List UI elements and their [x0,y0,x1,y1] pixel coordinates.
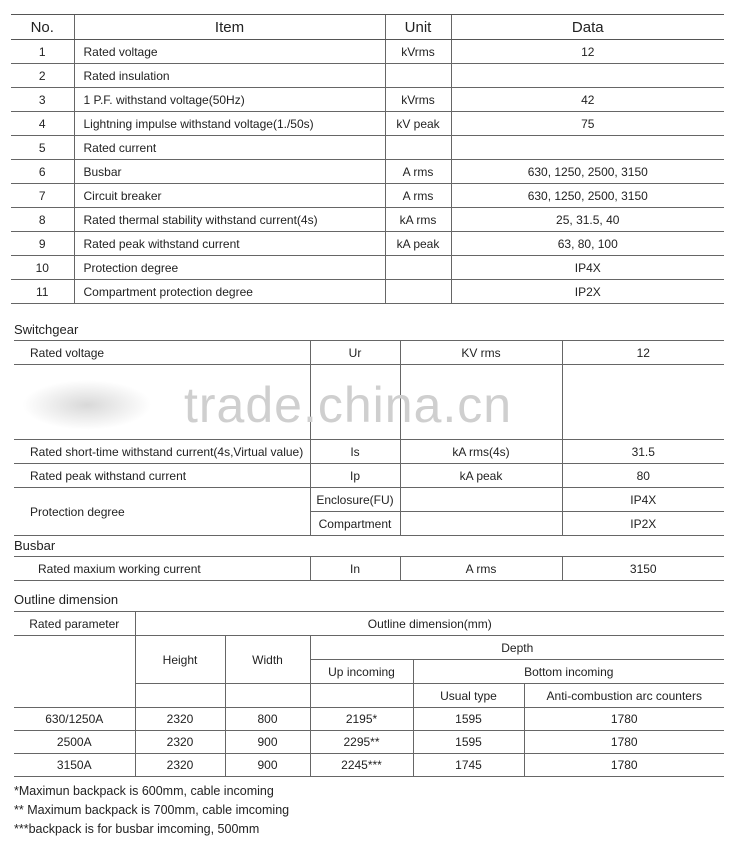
rated-voltage-symbol: Ur [310,341,400,365]
table-row [14,557,724,581]
row-unit [385,136,451,160]
empty-cell [14,684,135,708]
short-time-symbol: Is [310,440,400,464]
row-unit: kA peak [385,232,451,256]
short-time-label: Rated short-time withstand current(4s,Virtual value) [14,440,310,464]
header-no: No. [11,15,74,40]
row-item: Rated peak withstand current [74,232,385,256]
table-row [11,184,724,208]
usual-cell: 1595 [413,708,524,731]
empty-cell [225,684,310,708]
footnote: ***backpack is for busbar imcoming, 500mm [14,822,260,836]
row-data: 42 [451,88,724,112]
protection-label: Protection degree [14,488,310,536]
header-item: Item [74,15,385,40]
height-cell: 2320 [135,708,225,731]
anti-cell: 1780 [524,731,724,754]
table-row [14,612,724,636]
row-no: 5 [11,136,74,160]
header-unit: Unit [385,15,451,40]
row-data: 75 [451,112,724,136]
row-item: Rated insulation [74,64,385,88]
usual-cell: 1745 [413,754,524,777]
row-data: IP2X [451,280,724,304]
row-no: 4 [11,112,74,136]
watermark-text: trade.china.cn [184,377,513,433]
rated-parameter-header: Rated parameter [14,612,135,636]
row-item: Circuit breaker [74,184,385,208]
row-data: 25, 31.5, 40 [451,208,724,232]
table-row [11,40,724,64]
busbar-title: Busbar [14,538,56,553]
row-item: Protection degree [74,256,385,280]
table-row [14,488,724,512]
table-row [11,232,724,256]
row-data: 63, 80, 100 [451,232,724,256]
anti-cell: 1780 [524,754,724,777]
param-cell: 630/1250A [14,708,135,731]
rated-voltage-value: 12 [562,341,724,365]
peak-value: 80 [562,464,724,488]
busbar-symbol: In [310,557,400,581]
width-cell: 900 [225,731,310,754]
up-cell: 2195* [310,708,413,731]
empty-cell [310,684,413,708]
usual-type-header: Usual type [413,684,524,708]
usual-cell: 1595 [413,731,524,754]
header-data: Data [451,15,724,40]
row-unit: kV peak [385,112,451,136]
outline-table [14,611,724,777]
row-data: 12 [451,40,724,64]
peak-label: Rated peak withstand current [14,464,310,488]
depth-header: Depth [310,636,724,660]
busbar-value: 3150 [562,557,724,581]
empty-cell [135,684,225,708]
row-data [451,136,724,160]
row-no: 8 [11,208,74,232]
anti-cell: 1780 [524,708,724,731]
row-item: Compartment protection degree [74,280,385,304]
table-row [14,754,724,777]
table-row [11,88,724,112]
table-row [14,731,724,754]
watermark [0,370,736,450]
peak-unit: kA peak [400,464,562,488]
row-no: 3 [11,88,74,112]
row-unit [385,256,451,280]
watermark-blur [22,380,152,430]
up-cell: 2245*** [310,754,413,777]
row-item: Lightning impulse withstand voltage(1./50s) [74,112,385,136]
row-unit: kVrms [385,88,451,112]
switchgear-title: Switchgear [14,322,79,337]
table-row [11,280,724,304]
width-header: Width [225,636,310,684]
spec-table [11,14,724,304]
spec-table-header [11,15,724,40]
short-time-value: 31.5 [562,440,724,464]
footnote: ** Maximum backpack is 700mm, cable imcoming [14,803,290,817]
table-row [11,112,724,136]
row-no: 7 [11,184,74,208]
busbar-table [14,556,724,581]
anti-combustion-header: Anti-combustion arc counters [524,684,724,708]
enclosure-label: Enclosure(FU) [310,488,400,512]
compartment-unit [400,512,562,536]
row-no: 6 [11,160,74,184]
compartment-label: Compartment [310,512,400,536]
table-row [14,636,724,660]
table-row [14,684,724,708]
enclosure-value: IP4X [562,488,724,512]
busbar-label: Rated maxium working current [14,557,310,581]
row-unit: A rms [385,160,451,184]
param-cell: 2500A [14,731,135,754]
row-unit: kA rms [385,208,451,232]
row-item: Rated current [74,136,385,160]
outline-dimension-header: Outline dimension(mm) [135,612,724,636]
outline-title: Outline dimension [14,592,119,607]
row-data: 630, 1250, 2500, 3150 [451,184,724,208]
up-incoming-header: Up incoming [310,660,413,684]
row-item: Busbar [74,160,385,184]
row-unit [385,280,451,304]
compartment-value: IP2X [562,512,724,536]
up-cell: 2295** [310,731,413,754]
row-unit: kVrms [385,40,451,64]
peak-symbol: Ip [310,464,400,488]
row-no: 2 [11,64,74,88]
row-no: 9 [11,232,74,256]
height-cell: 2320 [135,731,225,754]
row-item: Rated voltage [74,40,385,64]
table-row [14,341,724,365]
row-no: 1 [11,40,74,64]
height-cell: 2320 [135,754,225,777]
row-unit: A rms [385,184,451,208]
width-cell: 800 [225,708,310,731]
table-row [11,160,724,184]
empty-cell [14,636,135,684]
table-row [11,256,724,280]
height-header: Height [135,636,225,684]
rated-voltage-label: Rated voltage [14,341,310,365]
row-data: IP4X [451,256,724,280]
enclosure-unit [400,488,562,512]
table-row [11,136,724,160]
param-cell: 3150A [14,754,135,777]
row-item: 1 P.F. withstand voltage(50Hz) [74,88,385,112]
row-data [451,64,724,88]
row-no: 10 [11,256,74,280]
busbar-unit: A rms [400,557,562,581]
footnote: *Maximun backpack is 600mm, cable incoming [14,784,274,798]
table-row [14,708,724,731]
bottom-incoming-header: Bottom incoming [413,660,724,684]
row-unit [385,64,451,88]
table-row [11,64,724,88]
table-row [14,464,724,488]
rated-voltage-unit: KV rms [400,341,562,365]
short-time-unit: kA rms(4s) [400,440,562,464]
table-row [11,208,724,232]
row-data: 630, 1250, 2500, 3150 [451,160,724,184]
row-no: 11 [11,280,74,304]
width-cell: 900 [225,754,310,777]
row-item: Rated thermal stability withstand current(4s) [74,208,385,232]
